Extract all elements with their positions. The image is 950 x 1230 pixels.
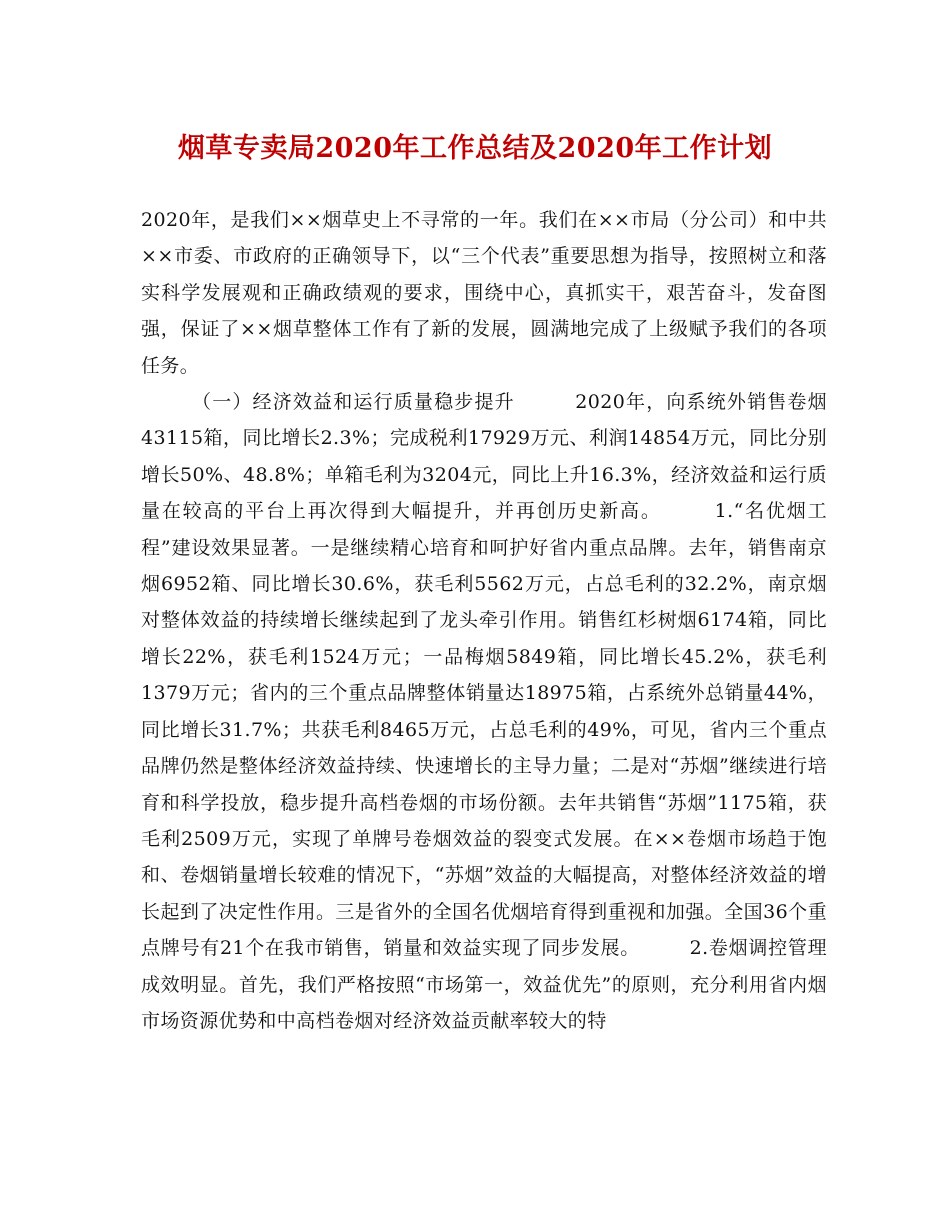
document-title: 烟草专卖局2020年工作总结及2020年工作计划 <box>177 133 773 164</box>
paragraph-intro: 2020年，是我们××烟草史上不寻常的一年。我们在××市局（分公司）和中共××市委、市政府的正确领导下，以“三个代表”重要思想为指导，按照树立和落实科学发展观和正确政绩观的要求，围绕中心，真抓实干，艰苦奋斗，发奋图强，保证了××烟草整体工作有了新的发展，圆满地完成了上级赋予我们的各项任务。 <box>141 209 827 377</box>
document-body <box>141 202 827 1039</box>
paragraph-economic-benefits: （一）经济效益和运行质量稳步提升 2020年，向系统外销售卷烟43115箱，同比增长2.3%；完成税利17929万元、利润14854万元，同比分别增长50%、48.8%；单箱毛利为3204元，同比上升16.3%，经济效益和运行质量在较高的平台上再次得到大幅提升，并再创历史新高。 1.“名优烟工程”建设效果显著。一是继续精心培育和呵护好省内重点品牌。去年，销售南京烟6952箱、同比增长30.6%，获毛利5562万元，占总毛利的32.2%，南京烟对整体效益的持续增长继续起到了龙头牵引作用。销售红杉树烟6174箱，同比增长22%，获毛利1524万元；一品梅烟5849箱，同比增长45.2%，获毛利1379万元；省内的三个重点品牌整体销量达18975箱，占系统外总销量44%，同比增长31.7%；共获毛利8465万元，占总毛利的49%，可见，省内三个重点品牌仍然是整体经济效益持续、快速增长的主导力量；二是对“苏烟”继续进行培育和科学投放，稳步提升高档卷烟的市场份额。去年共销售“苏烟”1175箱，获毛利2509万元，实现了单牌号卷烟效益的裂变式发展。在××卷烟市场趋于饱和、卷烟销量增长较难的情况下，“苏烟”效益的大幅提高，对整体经济效益的增长起到了决定性作用。三是省外的全国名优烟培育得到重视和加强。全国36个重点牌号有21个在我市销售，销量和效益实现了同步发展。 2.卷烟调控管理成效明显。首先，我们严格按照“市场第一，效益优先”的原则，充分利用省内烟市场资源优势和中高档卷烟对经济效益贡献率较大的特 <box>141 391 827 1032</box>
